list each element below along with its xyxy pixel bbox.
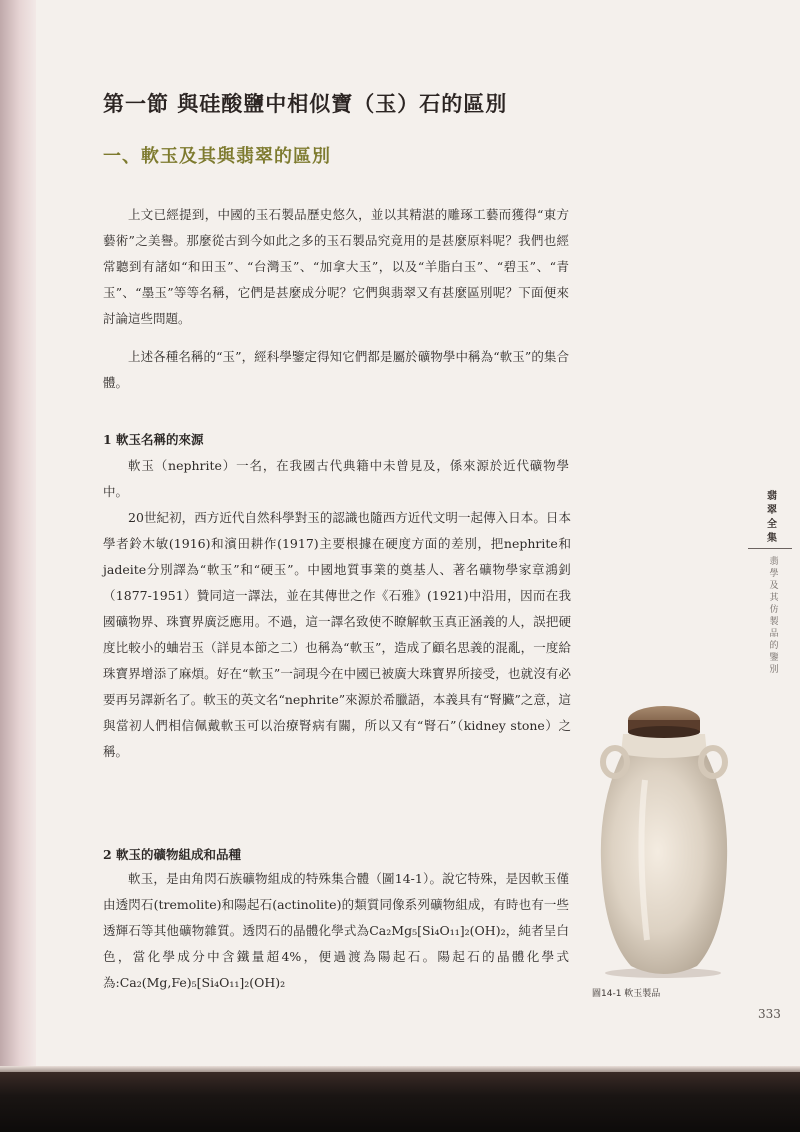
- composition-paragraph: 軟玉，是由角閃石族礦物組成的特殊集合體（圖14-1）。說它特殊，是因軟玉僅由透閃石(tremolite)和陽起石(actinolite)的類質同像系列礦物組成，有時也有一些透輝石等其他礦物雜質。透閃石的晶體化學式為Ca₂Mg₅[Si₄O₁₁]₂(OH)₂，純者呈白色，當化學成分中含鐵量超4%，便過渡為陽起石。陽起石的晶體化學式為:Ca₂(Mg,Fe)₅[Si₄O₁₁]₂(OH)₂: [103, 871, 569, 990]
- section-title: 第一節 與硅酸鹽中相似寶（玉）石的區別: [103, 91, 508, 116]
- intro-paragraph-1: 上文已經提到，中國的玉石製品歷史悠久，並以其精湛的雕琢工藝而獲得“東方藝術”之美譽。那麼從古到今如此之多的玉石製品究竟用的是甚麼原料呢？我們也經常聽到有諸如“和田玉”、“台灣玉”、“加拿大玉”，以及“羊脂白玉”、“碧玉”、“青玉”、“墨玉”等等名稱，它們是甚麼成分呢？它們與翡翠又有甚麼區別呢？下面便來討論這些問題。: [103, 207, 569, 326]
- heading-name-origin: 1 軟玉名稱的來源: [103, 432, 204, 447]
- side-running-subtitle: 翡學及其仿製品的鑒別: [769, 557, 779, 675]
- figure-caption: 圖14-1 軟玉製品: [592, 989, 661, 999]
- page-number: 333: [758, 1007, 781, 1021]
- heading-mineral-composition: 2 軟玉的礦物組成和品種: [103, 847, 242, 862]
- origin-paragraph-2: 20世紀初，西方近代自然科學對玉的認識也隨西方近代文明一起傳入日本。日本學者鈴木敏(1916)和濱田耕作(1917)主要根據在硬度方面的差別，把nephrite和jadeite分別譯為“軟玉”和“硬玉”。中國地質事業的奠基人、著名礦物學家章鴻釗（1877-1951）贊同這一譯法，並在其傳世之作《石雅》(1921)中沿用，因而在我國礦物界、珠寶界廣泛應用。不過，這一譯名致使不瞭解軟玉真正涵義的人，誤把硬度比較小的蛐岩玉（詳見本節之二）也稱為“軟玉”，造成了顧名思義的混亂，一度給珠寶界增添了麻煩。好在“軟玉”一詞現今在中國已被廣大珠寶界所接受，也就沒有必要再另譯新名了。軟玉的英文名“nephrite”來源於希臘語，本義具有“腎臟”之意，這與當初人們相信佩戴軟玉可以治療腎病有關，所以又有“腎石”（kidney stone）之稱。: [103, 510, 571, 759]
- subsection-title: 一、軟玉及其與翡翠的區別: [103, 146, 331, 167]
- origin-paragraph-1: 軟玉（nephrite）一名，在我國古代典籍中未曾見及，係來源於近代礦物學中。: [103, 458, 569, 499]
- side-divider: [748, 548, 792, 549]
- intro-paragraph-2: 上述各種名稱的“玉”，經科學鑒定得知它們都是屬於礦物學中稱為“軟玉”的集合體。: [103, 349, 569, 390]
- book-binding-shadow: [0, 0, 36, 1075]
- nephrite-snuff-bottle-image: [585, 690, 745, 980]
- scan-dark-border: [0, 1072, 800, 1132]
- side-running-title: 翡翠全集: [767, 491, 777, 544]
